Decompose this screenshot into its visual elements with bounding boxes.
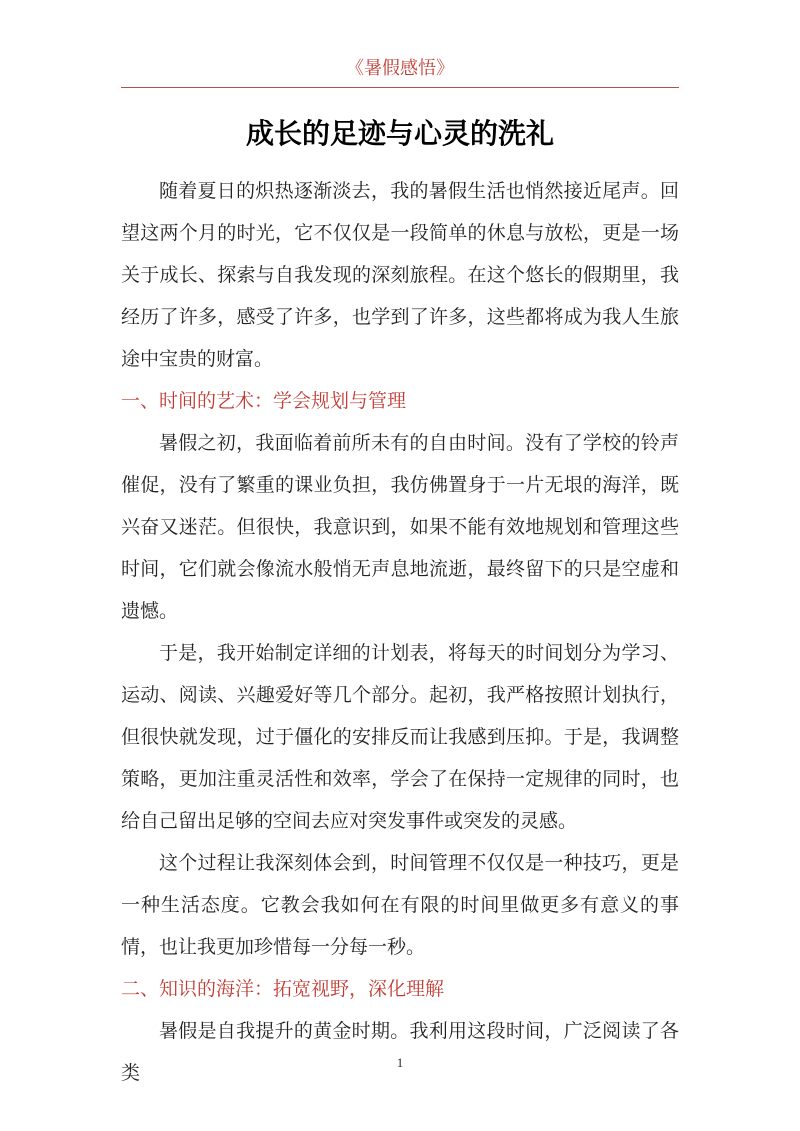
page-number: 1 xyxy=(396,1055,404,1070)
section-heading: 二、知识的海洋：拓宽视野，深化理解 xyxy=(121,979,445,1000)
document-paragraph: 暑假是自我提升的黄金时期。我利用这段时间，广泛阅读了各类 xyxy=(121,1021,679,1084)
document-header xyxy=(121,0,679,88)
document-header-title: 《暑假感悟》 xyxy=(346,58,454,78)
document-title: 成长的足迹与心灵的洗礼 xyxy=(245,118,554,149)
document-paragraph: 随着夏日的炽热逐渐淡去，我的暑假生活也悄然接近尾声。回望这两个月的时光，它不仅仅是一段简单的休息与放松，更是一场关于成长、探索与自我发现的深刻旅程。在这个悠长的假期里，我经历了许多，感受了许多，也学到了许多，这些都将成为我人生旅途中宝贵的财富。 xyxy=(121,181,679,370)
document-body xyxy=(121,171,679,1095)
page-footer xyxy=(0,1053,800,1073)
section-heading: 一、时间的艺术：学会规划与管理 xyxy=(121,391,407,412)
document-paragraph: 暑假之初，我面临着前所未有的自由时间。没有了学校的铃声催促，没有了繁重的课业负担，我仿佛置身于一片无垠的海洋，既兴奋又迷茫。但很快，我意识到，如果不能有效地规划和管理这些时间，它们就会像流水般悄无声息地流逝，最终留下的只是空虚和遗憾。 xyxy=(121,433,679,622)
document-paragraph: 于是，我开始制定详细的计划表，将每天的时间划分为学习、运动、阅读、兴趣爱好等几个部分。起初，我严格按照计划执行，但很快就发现，过于僵化的安排反而让我感到压抑。于是，我调整策略，更加注重灵活性和效率，学会了在保持一定规律的同时，也给自己留出足够的空间去应对突发事件或突发的灵感。 xyxy=(121,643,679,832)
document-paragraph: 这个过程让我深刻体会到，时间管理不仅仅是一种技巧，更是一种生活态度。它教会我如何在有限的时间里做更多有意义的事情，也让我更加珍惜每一分每一秒。 xyxy=(121,853,679,958)
